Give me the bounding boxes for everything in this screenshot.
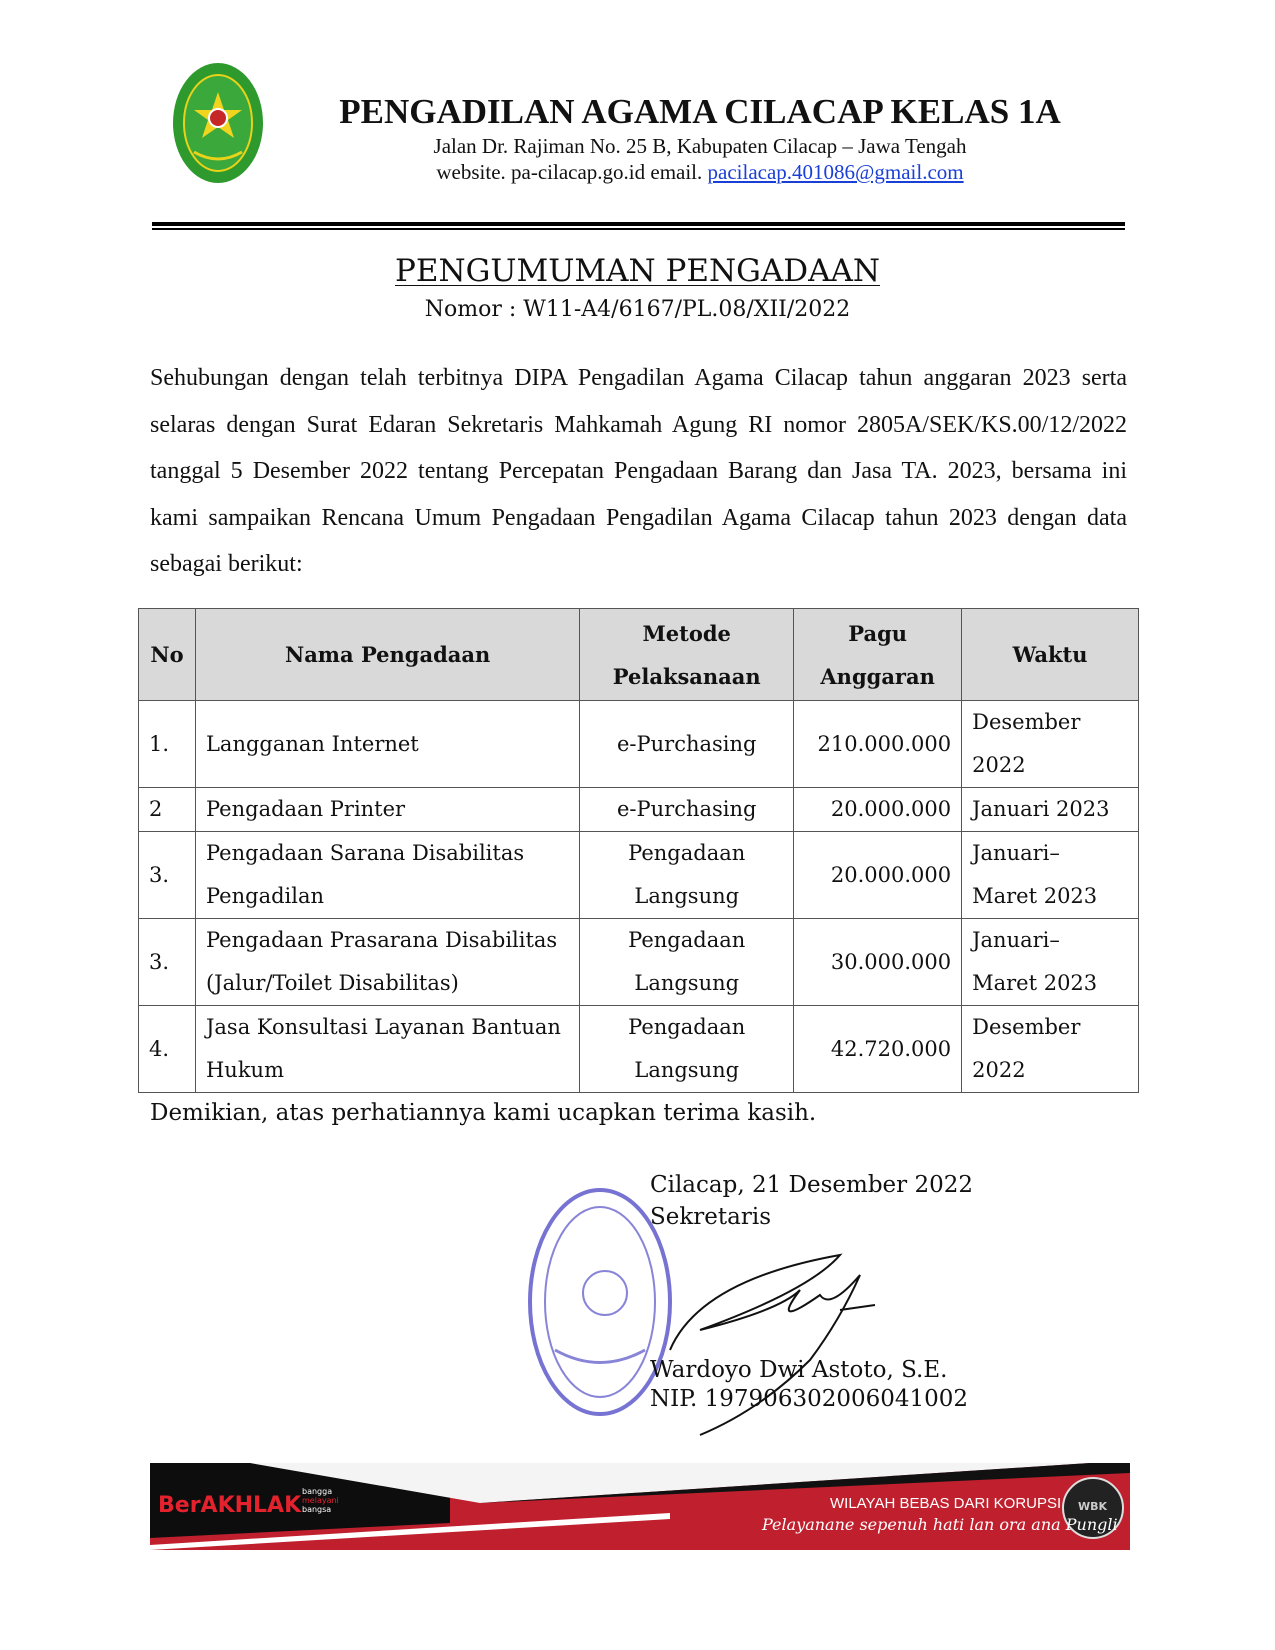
table-header-row (139, 609, 1139, 701)
body-paragraph: Sehubungan dengan telah terbitnya DIPA Pengadilan Agama Cilacap tahun anggaran 2023 serta selaras dengan Surat Edaran Sekretaris Mahkamah Agung RI nomor 2805A/SEK/KS.00/12/2022 tanggal 5 Desember 2022 tentang Percepatan Pengadaan Barang dan Jasa TA. 2023, bersama ini kami sampaikan Rencana Umum Pengadaan Pengadilan Agama Cilacap tahun 2023 dengan data sebagai berikut: (150, 365, 1127, 577)
table-row (139, 788, 1139, 832)
row-waktu: Januari 2023 (962, 788, 1139, 832)
row-waktu: Desember 2022 (962, 701, 1139, 788)
row-metode: Pengadaan Langsung (580, 1006, 794, 1093)
row-pagu: 30.000.000 (794, 919, 962, 1006)
wbk-seal: WBK (1078, 1500, 1108, 1513)
place-date: Cilacap, 21 Desember 2022 (650, 1172, 973, 1198)
row-no: 1. (139, 701, 196, 788)
procurement-table (138, 608, 1139, 1093)
signer-nip: NIP. 197906302006041002 (650, 1386, 969, 1412)
row-pagu: 20.000.000 (794, 788, 962, 832)
court-logo (172, 62, 264, 184)
email-link[interactable]: pacilacap.401086@gmail.com (707, 160, 964, 184)
website: website. pa-cilacap.go.id email. (436, 160, 708, 184)
header-pagu: Pagu Anggaran (794, 609, 962, 701)
row-nama: Jasa Konsultasi Layanan Bantuan Hukum (195, 1006, 579, 1093)
row-metode: e-Purchasing (580, 788, 794, 832)
address: Jalan Dr. Rajiman No. 25 B, Kabupaten Cilacap – Jawa Tengah (433, 134, 967, 158)
header-waktu: Waktu (962, 609, 1139, 701)
row-pagu: 20.000.000 (794, 832, 962, 919)
closing-text: Demikian, atas perhatiannya kami ucapkan terima kasih. (150, 1100, 817, 1126)
table-row (139, 701, 1139, 788)
header-nama: Nama Pengadaan (195, 609, 579, 701)
contact-line (300, 160, 1100, 185)
row-no: 4. (139, 1006, 196, 1093)
row-pagu: 42.720.000 (794, 1006, 962, 1093)
row-no: 3. (139, 919, 196, 1006)
row-waktu: Januari– Maret 2023 (962, 919, 1139, 1006)
row-nama: Pengadaan Sarana Disabilitas Pengadilan (195, 832, 579, 919)
row-nama: Pengadaan Printer (195, 788, 579, 832)
table-row (139, 832, 1139, 919)
row-no: 3. (139, 832, 196, 919)
institution-title: PENGADILAN AGAMA CILACAP KELAS 1A (339, 92, 1061, 131)
wbk-text: WILAYAH BEBAS DARI KORUPSI (830, 1495, 1062, 1512)
signer-position: Sekretaris (650, 1204, 772, 1230)
header-metode: Metode Pelaksanaan (580, 609, 794, 701)
berakhlak-tagline: bangga melayani bangsa (302, 1487, 339, 1514)
motto-text: Pelayanane sepenuh hati lan ora ana Pungli (762, 1515, 1118, 1534)
header-no: No (139, 609, 196, 701)
table-row (139, 1006, 1139, 1093)
row-nama: Pengadaan Prasarana Disabilitas (Jalur/Toilet Disabilitas) (195, 919, 579, 1006)
row-metode: Pengadaan Langsung (580, 919, 794, 1006)
header-divider-thin (152, 228, 1125, 230)
table-row (139, 919, 1139, 1006)
row-metode: e-Purchasing (580, 701, 794, 788)
row-pagu: 210.000.000 (794, 701, 962, 788)
row-nama: Langganan Internet (195, 701, 579, 788)
signer-name: Wardoyo Dwi Astoto, S.E. (650, 1357, 948, 1383)
header-divider (152, 222, 1125, 226)
reference-number: Nomor : W11-A4/6167/PL.08/XII/2022 (424, 297, 851, 322)
row-metode: Pengadaan Langsung (580, 832, 794, 919)
footer-banner (150, 1463, 1130, 1550)
berakhlak-brand: BerAKHLAK (158, 1493, 302, 1518)
row-waktu: Desember 2022 (962, 1006, 1139, 1093)
row-waktu: Januari– Maret 2023 (962, 832, 1139, 919)
row-no: 2 (139, 788, 196, 832)
announcement-heading: PENGUMUMAN PENGADAAN (395, 253, 880, 289)
